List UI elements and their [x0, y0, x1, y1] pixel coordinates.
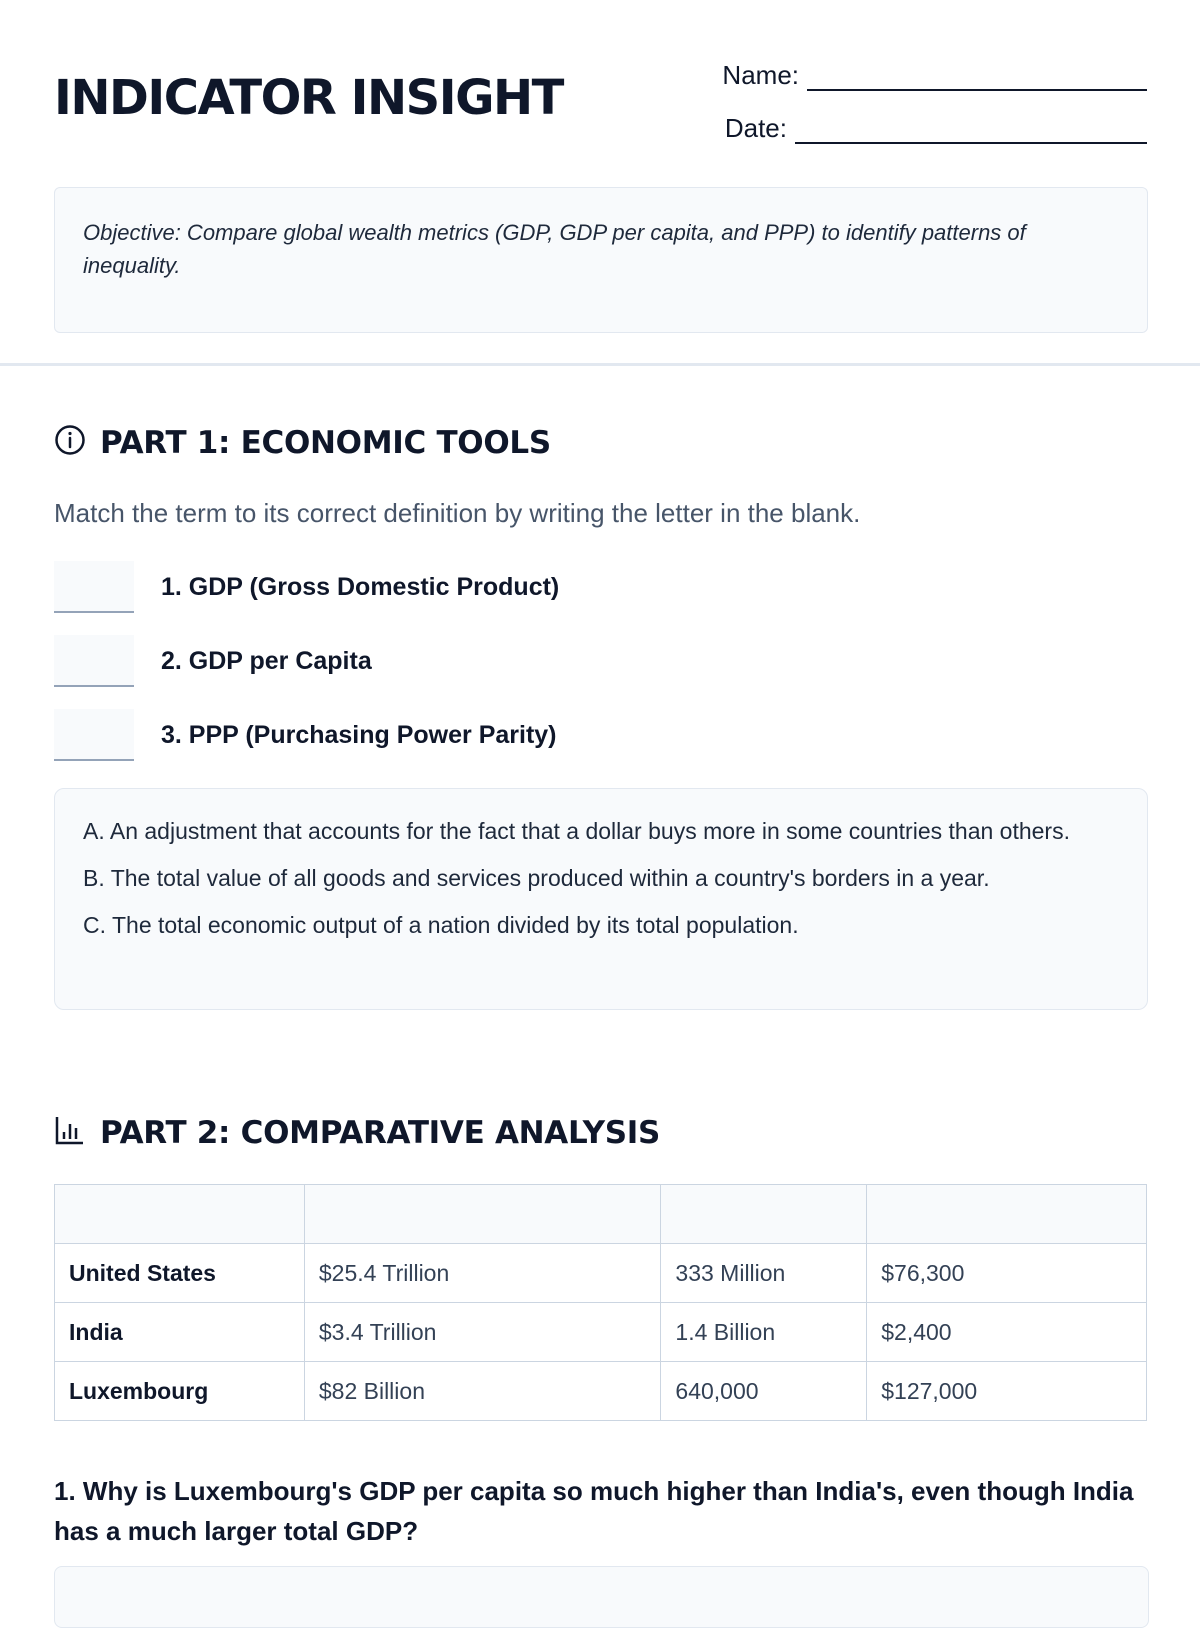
section-divider — [0, 363, 1200, 366]
population-cell: 1.4 Billion — [661, 1303, 867, 1362]
country-cell: Luxembourg — [55, 1362, 305, 1421]
header-cell — [867, 1185, 1147, 1244]
name-field[interactable] — [722, 60, 1147, 91]
part1-instruction: Match the term to its correct definition by writing the letter in the blank. — [54, 498, 861, 528]
answer-box-1[interactable] — [54, 1566, 1149, 1628]
worksheet-header — [54, 60, 1147, 160]
worksheet-title: INDICATOR INSIGHT — [54, 70, 563, 126]
term-row — [54, 635, 372, 687]
date-field[interactable] — [725, 113, 1147, 144]
gdp-per-capita-cell: $127,000 — [867, 1362, 1147, 1421]
gdp-cell: $82 Billion — [304, 1362, 661, 1421]
table-row — [55, 1244, 1147, 1303]
gdp-cell: $25.4 Trillion — [304, 1244, 661, 1303]
definition-c: C. The total economic output of a nation divided by its total population. — [83, 912, 799, 938]
name-label: Name: — [722, 60, 799, 90]
term-row — [54, 561, 559, 613]
table-row — [55, 1362, 1147, 1421]
header-cell — [661, 1185, 867, 1244]
comparison-table — [54, 1184, 1147, 1421]
term-row — [54, 709, 557, 761]
definition-a: A. An adjustment that accounts for the fact that a dollar buys more in some countries than others. — [83, 818, 1070, 844]
definitions-box — [54, 788, 1148, 1010]
gdp-cell: $3.4 Trillion — [304, 1303, 661, 1362]
part1-title: PART 1: ECONOMIC TOOLS — [100, 424, 551, 461]
part1-heading — [54, 424, 551, 461]
population-cell: 640,000 — [661, 1362, 867, 1421]
bar-chart-icon — [54, 1114, 86, 1151]
gdp-per-capita-cell: $76,300 — [867, 1244, 1147, 1303]
header-cell — [304, 1185, 661, 1244]
table-row — [55, 1303, 1147, 1362]
name-line[interactable] — [807, 67, 1147, 91]
table-header-row — [55, 1185, 1147, 1244]
part2-heading — [54, 1114, 660, 1151]
definition-b: B. The total value of all goods and services produced within a country's borders in a year. — [83, 865, 990, 891]
term-label: 2. GDP per Capita — [161, 646, 372, 675]
gdp-per-capita-cell: $2,400 — [867, 1303, 1147, 1362]
date-label: Date: — [724, 113, 787, 143]
objective-box: Objective: Compare global wealth metrics (GDP, GDP per capita, and PPP) to identify patterns of inequality. — [54, 187, 1148, 333]
part2-title: PART 2: COMPARATIVE ANALYSIS — [100, 1114, 661, 1151]
date-line[interactable] — [795, 120, 1147, 144]
term-label: 1. GDP (Gross Domestic Product) — [161, 572, 560, 601]
answer-blank-1[interactable] — [54, 561, 134, 613]
info-circle-icon — [54, 424, 86, 461]
term-label: 3. PPP (Purchasing Power Parity) — [161, 720, 557, 749]
question-1: 1. Why is Luxembourg's GDP per capita so much higher than India's, even though India has a much larger total GDP? — [54, 1476, 1134, 1546]
population-cell: 333 Million — [661, 1244, 867, 1303]
answer-blank-2[interactable] — [54, 635, 134, 687]
answer-blank-3[interactable] — [54, 709, 134, 761]
country-cell: India — [55, 1303, 305, 1362]
header-cell — [55, 1185, 305, 1244]
country-cell: United States — [55, 1244, 305, 1303]
